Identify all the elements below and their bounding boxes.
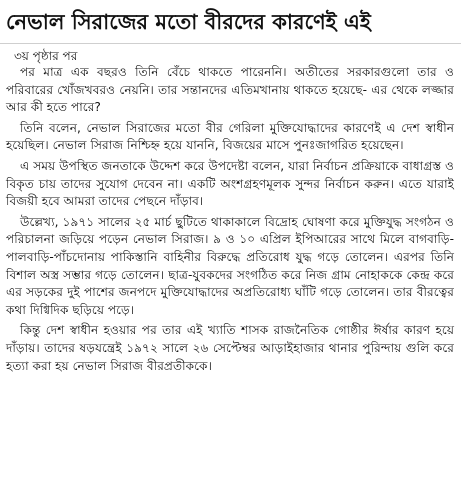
article-paragraph: এ সময় উপস্থিত জনতাকে উদ্দেশ করে উপদেষ্টা বলেন, যারা নির্বাচন প্রক্রিয়াকে বাধাগ্রস্ত ও বিকৃত চায় তাদের সুযোগ দেবেন না। একটি অংশগ্রহণমূলক সুন্দর নির্বাচন করুন। এতে যারাই বিজয়ী হবে আমরা তাদের পেছনে দাঁড়াব। bbox=[6, 158, 454, 209]
article-paragraph: পর মাত্র এক বছরও তিনি বেঁচে থাকতে পারেননি। অতীতের সরকারগুলো তার ও পরিবারের খোঁজখবরও নেয়নি। তার সন্তানদের এতিমখানায় থাকতে হয়েছে- এর থেকে লজ্জার আর কী হতে পারে? bbox=[6, 65, 454, 115]
article-body bbox=[6, 64, 454, 375]
article-paragraph: কিন্তু দেশ স্বাধীন হওয়ার পর তার এই খ্যাতি শাসক রাজনৈতিক গোষ্ঠীর ঈর্ষার কারণ হয়ে দাঁড়ায়। তাদের ষড়যন্ত্রেই ১৯৭২ সালে ২৬ সেপ্টেম্বর আড়াইহাজার থানার পুরিন্দায় গুলি করে হত্যা করা হয় নেভাল সিরাজ বীরপ্রতীককে। bbox=[6, 323, 454, 373]
article-headline: নেভাল সিরাজের মতো বীরদের কারণেই এই bbox=[6, 10, 371, 34]
article-paragraph: উল্লেখ্য, ১৯৭১ সালের ২৫ মার্চ ছুটিতে থাকাকালে বিদ্রোহ ঘোষণা করে মুক্তিযুদ্ধ সংগঠন ও পরিচালনা জড়িয়ে পড়েন নেভাল সিরাজ। ৯ ও ১০ এপ্রিল ইপিআরের সাথে মিলে বাগবাড়ি-পালবাড়ি-পাঁচদোনায় পাকিস্তানি বাহিনীর বিরুদ্ধে প্রতিরোধ যুদ্ধ গড়ে তোলেন। এরপর তিনি বিশাল অস্ত্র সম্ভার গড়ে তোলেন। ছাত্র-যুবকদের সংগঠিত করে নিজ গ্রাম নোহাককে কেন্দ্র করে এর সড়কের দুই পাশের জনপদে মুক্তিযোদ্ধাদের অপ্রতিরোধ্য ঘাঁটি গড়ে তোলেন। তার বীরত্বের কথা দিগ্বিদিক ছড়িয়ে পড়ে। bbox=[6, 214, 454, 317]
headline-divider bbox=[0, 43, 461, 44]
article-paragraph: তিনি বলেন, নেভাল সিরাজের মতো বীর গেরিলা মুক্তিযোদ্ধাদের কারণেই এ দেশ স্বাধীন হয়েছিল। নেভাল সিরাজ নিশ্চিহ্ন হয়ে যাননি, বিজয়ের মাসে পুনঃজাগরিত হয়েছেন। bbox=[6, 120, 454, 153]
continuation-reference: ৩য় পৃষ্ঠার পর bbox=[14, 49, 78, 63]
